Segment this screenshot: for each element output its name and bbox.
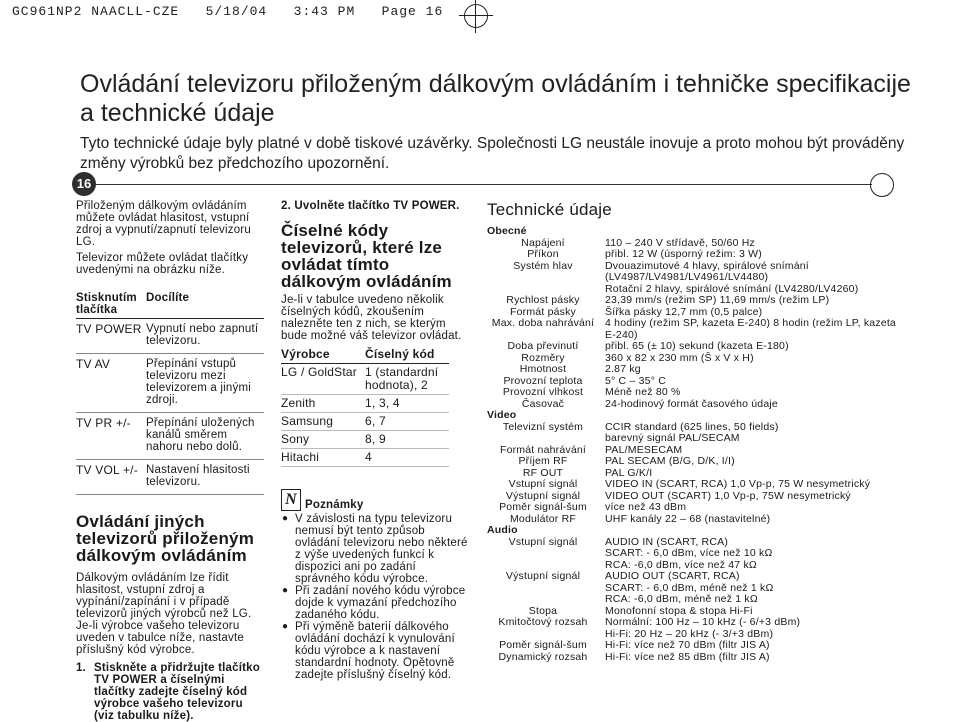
column-right: [487, 200, 907, 663]
spec-key: Modulátor RF: [509, 512, 576, 525]
spec-key: Vstupní signál: [508, 535, 578, 548]
spec-key: Poměr signál-šum: [499, 639, 587, 651]
table-row: [487, 525, 907, 537]
spec-value: PAL/MESECAM: [605, 443, 683, 456]
spec-value: UHF kanály 22 – 68 (nastavitelné): [605, 512, 771, 525]
control-value: Nastavení hlasitosti televizoru.: [146, 460, 264, 495]
controls-table: [76, 292, 264, 495]
table-row: [281, 364, 449, 395]
spec-key: [487, 433, 605, 445]
spec-category: Video: [487, 409, 517, 421]
spec-value: 5° C – 35° C: [605, 374, 666, 387]
spec-value: Šířka pásky 12,7 mm (0,5 palce): [605, 305, 763, 318]
table-row: [487, 364, 907, 376]
maker-name: Hitachi: [281, 449, 365, 467]
maker-name: Samsung: [281, 413, 365, 431]
table-row: [281, 413, 449, 431]
table-row: [76, 354, 264, 413]
page-title: Ovládání televizoru přiloženým dálkovým ovládáním i tehničke specifikacije a technické údaje: [80, 70, 911, 127]
table-row: [76, 413, 264, 460]
table-row: [487, 249, 907, 261]
table-row: [487, 399, 907, 411]
notes-header: [281, 489, 473, 511]
spec-value: PAL G/K/I: [605, 466, 653, 479]
spec-value: Méně než 80 %: [605, 386, 681, 398]
step-text: Stiskněte a přidržujte tlačítko TV POWER a číselnými tlačítky zadejte číselný kód výrobce vašeho televizoru (viz tabulku níže).: [94, 662, 260, 722]
spec-key: [487, 583, 605, 595]
spec-value: [605, 226, 907, 238]
spec-category: Audio: [487, 524, 518, 536]
spec-key: Výstupní signál: [505, 570, 581, 582]
maker-code: 1, 3, 4: [365, 395, 449, 413]
table-row: [76, 319, 264, 354]
spec-value: 360 x 82 x 230 mm (Š x V x H): [605, 351, 754, 364]
specs-title: Technické údaje: [487, 200, 612, 219]
section-heading-other-tv: Ovládání jiných televizorů přiloženým dálkovým ovládáním: [76, 512, 255, 565]
control-value: Vypnutí nebo zapnutí televizoru.: [146, 319, 264, 354]
spec-key: Poměr signál-šum: [499, 501, 587, 513]
spec-value: přibl. 65 (± 10) sekund (kazeta E-180): [605, 340, 789, 352]
spec-category: Obecné: [487, 225, 527, 237]
control-key: TV AV: [76, 354, 146, 413]
spec-value: SCART: - 6,0 dBm, méně než 1 kΩ: [605, 581, 774, 594]
spec-value: 110 – 240 V střídavě, 50/60 Hz: [605, 236, 755, 249]
spec-key: Napájení: [521, 236, 565, 249]
table-row: [487, 341, 907, 353]
step-number: 1.: [76, 662, 86, 674]
spec-value: RCA: -6,0 dBm, méně než 1 kΩ: [605, 593, 758, 605]
spec-key: Vstupní signál: [508, 478, 578, 490]
spec-value: 2.87 kg: [605, 363, 641, 375]
spec-key: Televizní systém: [502, 420, 584, 433]
controls-header-value: Docílíte: [146, 292, 264, 319]
spec-value: [605, 525, 907, 537]
list-item: ● Při zadání nového kódu výrobce dojde k vymazání předchozího zadaného kódu.: [295, 585, 473, 621]
spec-key: Formát pásky: [510, 305, 576, 318]
spec-value: Hi-Fi: více než 70 dBm (filtr JIS A): [605, 639, 770, 651]
table-row: [487, 594, 907, 606]
table-row: [281, 431, 449, 449]
spec-value: 23,39 mm/s (režim SP) 11,69 mm/s (režim LP): [605, 294, 830, 306]
maker-code: 8, 9: [365, 431, 449, 449]
rule-end-circle: [870, 173, 894, 197]
spec-value: AUDIO OUT (SCART, RCA): [605, 570, 740, 582]
spec-value: barevný signál PAL/SECAM: [605, 432, 740, 444]
spec-value: Normální: 100 Hz – 10 kHz (- 6/+3 dBm): [605, 616, 801, 628]
spec-value: Rotační 2 hlavy, spirálové snímání (LV4280/LV4260): [605, 282, 859, 295]
spec-key: Rychlost pásky: [506, 294, 580, 306]
table-row: [487, 548, 907, 560]
column-middle: [281, 200, 473, 681]
spec-key: Výstupní signál: [505, 489, 581, 502]
step-2: 2. Uvolněte tlačítko TV POWER.: [281, 200, 460, 212]
control-value: Přepínání vstupů televizoru mezi televizorem a jinými zdroji.: [146, 354, 264, 413]
spec-value: více než 43 dBm: [605, 501, 687, 513]
spec-key: Dynamický rozsah: [498, 650, 588, 663]
spec-key: Formát nahrávání: [499, 443, 587, 456]
spec-value: VIDEO OUT (SCART) 1,0 Vp-p, 75W nesymetrický: [605, 489, 851, 502]
section-paragraph: Dálkovým ovládáním lze řídit hlasitost, vstupní zdroj a vypínání/zapínání i v případě televizorů jiných výrobců než LG. Je-li výrobce vašeho televizoru uveden v tabulce níže, nastavte příslušný kód výrobce.: [76, 572, 252, 656]
table-row: [487, 295, 907, 307]
table-row: [281, 395, 449, 413]
maker-name: Sony: [281, 431, 365, 449]
table-row: [487, 617, 907, 629]
spec-value: PAL SECAM (B/G, D/K, I/I): [605, 455, 735, 467]
spec-key: Kmitočtový rozsah: [498, 616, 588, 628]
controls-header-key: Stisknutím tlačítka: [76, 292, 146, 319]
note-icon: N: [281, 489, 301, 511]
spec-key: [487, 594, 605, 606]
spec-key: Příkon: [527, 248, 559, 260]
table-row: [487, 433, 907, 445]
table-row: [76, 460, 264, 495]
control-key: TV VOL +/-: [76, 460, 146, 495]
spec-value: CCIR standard (625 lines, 50 fields): [605, 420, 779, 433]
table-row: [487, 272, 907, 284]
table-row: [487, 479, 907, 491]
spec-key: Provozní teplota: [503, 374, 583, 387]
codes-intro: Je-li v tabulce uvedeno několik číselných kódů, zkoušením nalezněte ten z nich, se kterým bude možné váš televizor ovládat.: [281, 294, 462, 342]
spec-value: [605, 410, 907, 422]
specs-table: [487, 226, 907, 663]
header-rule: [80, 184, 872, 185]
spec-key: Max. doba nahrávání: [491, 317, 595, 329]
spec-value: AUDIO IN (SCART, RCA): [605, 535, 729, 548]
table-row: [487, 571, 907, 583]
codes-header-code: Číselný kód: [365, 346, 449, 364]
table-row: [281, 449, 449, 467]
spec-key: Rozměry: [521, 351, 565, 364]
spec-value: Hi-Fi: 20 Hz – 20 kHz (- 3/+3 dBm): [605, 627, 774, 640]
control-value: Přepínání uložených kanálů směrem nahoru nebo dolů.: [146, 413, 264, 460]
table-row: [487, 456, 907, 468]
spec-value: (LV4987/LV4981/LV4961/LV4480): [605, 271, 769, 283]
table-row: [487, 652, 907, 664]
list-item: ● V závislosti na typu televizoru nemusí být tento způsob ovládání televizoru nebo některé z výše uvedených funkcí k dispozici ani po zadání správného kódu výrobce.: [295, 513, 473, 585]
codes-table: [281, 346, 449, 467]
intro-text-2: Televizor můžete ovládat tlačítky uvedenými na obrázku níže.: [76, 252, 249, 276]
spec-value: 4 hodiny (režim SP, kazeta E-240) 8 hodin (režim LP, kazeta E-240): [605, 317, 896, 341]
page-number-badge: 16: [72, 172, 96, 196]
spec-value: Monofonní stopa & stopa Hi-Fi: [605, 604, 753, 617]
table-row: [487, 502, 907, 514]
codes-header-maker: Výrobce: [281, 346, 365, 364]
maker-name: Zenith: [281, 395, 365, 413]
spec-key: Systém hlav: [513, 259, 573, 272]
table-row: [487, 318, 907, 341]
spec-value: RCA: -6,0 dBm, více než 47 kΩ: [605, 558, 757, 571]
spec-key: Časovač: [521, 397, 565, 410]
registration-mark: [464, 4, 488, 28]
spec-key: RF OUT: [522, 466, 564, 479]
notes-title: Poznámky: [305, 499, 364, 511]
table-row: [487, 387, 907, 399]
spec-key: Hmotnost: [519, 363, 567, 375]
codes-heading: Číselné kódy televizorů, které lze ovládat tímto dálkovým ovládáním: [281, 221, 452, 291]
control-key: TV PR +/-: [76, 413, 146, 460]
spec-value: přibl. 12 W (úsporný režim: 3 W): [605, 248, 762, 260]
spec-key: [487, 548, 605, 560]
spec-value: SCART: - 6,0 dBm, více než 10 kΩ: [605, 547, 773, 559]
table-row: [487, 514, 907, 526]
maker-name: LG / GoldStar: [281, 364, 365, 395]
intro-text: Přiloženým dálkovým ovládáním můžete ovládat hlasitost, vstupní zdroj a vypnutí/zapnutí televizoru LG.: [76, 200, 251, 248]
maker-code: 1 (standardní hodnota), 2: [365, 364, 449, 395]
spec-key: Doba převinutí: [507, 340, 579, 352]
list-item: ● Při výměně baterií dálkového ovládání dochází k vynulování kódu výrobce a k nastavení standardní hodnoty. Opětovně zadejte příslušný číselný kód.: [295, 621, 473, 681]
print-slug: GC961NP2 NAACLL-CZE 5/18/04 3:43 PM Page 16: [12, 4, 444, 19]
spec-value: Dvouazimutové 4 hlavy, spirálové snímání: [605, 259, 809, 272]
step-1: [76, 662, 264, 722]
spec-key: [487, 272, 605, 284]
controls-table-header: [76, 292, 264, 319]
spec-value: 24-hodinový formát časového údaje: [605, 397, 778, 410]
column-left: [76, 200, 264, 722]
spec-key: Provozní vlhkost: [502, 386, 584, 398]
table-row: [487, 640, 907, 652]
spec-key: Stopa: [528, 604, 558, 617]
notes-list: [281, 513, 473, 681]
spec-value: VIDEO IN (SCART, RCA) 1,0 Vp-p, 75 W nesymetrický: [605, 478, 871, 490]
codes-table-header: [281, 346, 449, 364]
maker-code: 6, 7: [365, 413, 449, 431]
spec-value: Hi-Fi: více než 85 dBm (filtr JIS A): [605, 650, 770, 663]
spec-key: Příjem RF: [518, 455, 568, 467]
table-row: [487, 410, 907, 422]
control-key: TV POWER: [76, 319, 146, 354]
page-subtitle: Tyto technické údaje byly platné v době tiskové uzávěrky. Společnosti LG neustále inovuje a proto mohou být prováděny změny výrobků bez předchozího upozornění.: [80, 135, 905, 172]
maker-code: 4: [365, 449, 449, 467]
table-row: [487, 226, 907, 238]
